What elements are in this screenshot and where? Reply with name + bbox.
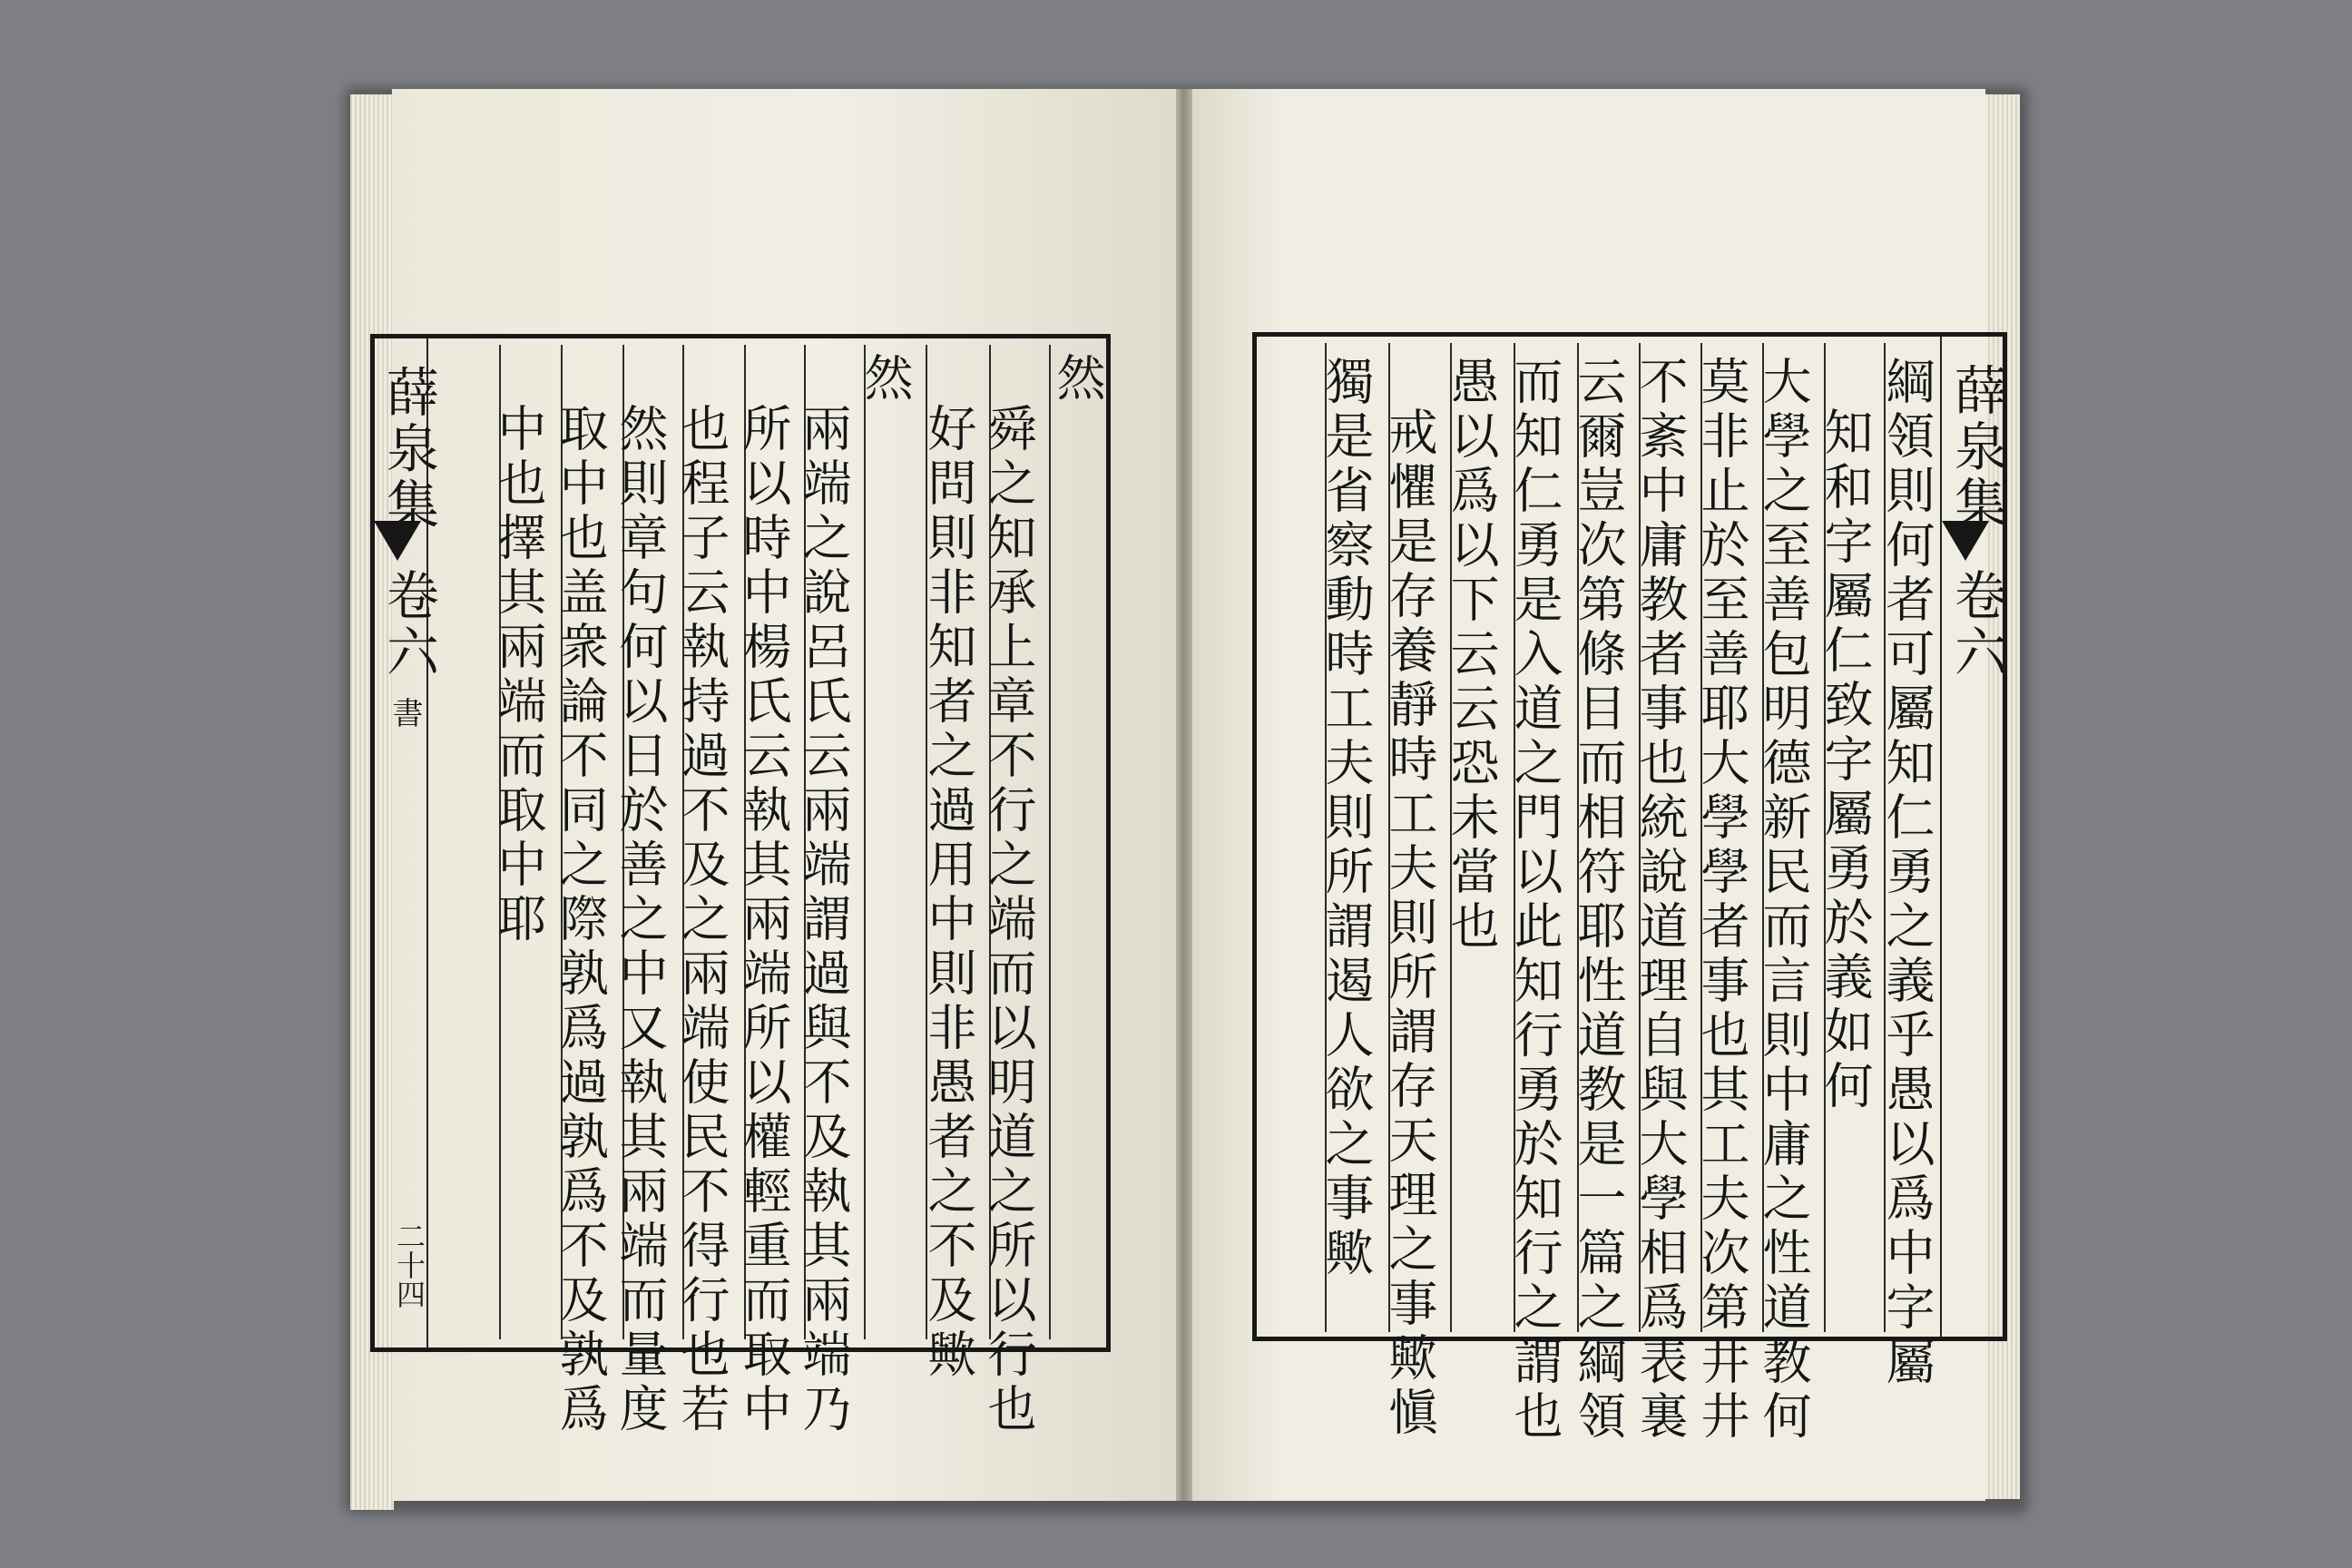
right-text-column-4: 莫非止於至善耶大學學者事也其工夫次第井井 — [1693, 356, 1750, 1445]
left-text-column-7: 也程子云執持過不及之兩端使民不得行也若 — [673, 403, 730, 1437]
right-text-column-6: 云爾豈次第條目而相符耶性道教是一篇之綱領 — [1570, 356, 1627, 1445]
left-text-column-1: 然 — [1049, 352, 1106, 407]
right-banxin-title: 薛泉集 — [1945, 363, 2007, 532]
left-text-column-9: 取中也盖衆論不同之際孰爲過孰爲不及孰爲 — [552, 403, 609, 1437]
left-fish-tail-mark — [374, 521, 421, 561]
right-fish-tail-mark — [1942, 521, 1989, 561]
right-banxin-volume: 卷六 — [1945, 568, 2007, 681]
right-text-column-1: 綱領則何者可屬知仁勇之義乎愚以爲中字屬 — [1878, 356, 1936, 1390]
left-column-divider — [1049, 345, 1051, 1339]
right-text-column-7: 而知仁勇是入道之門以此知行勇於知行之謂也 — [1506, 356, 1563, 1445]
left-banxin-title: 薛泉集 — [377, 365, 439, 534]
right-text-column-2: 知和字屬仁致字屬勇於義如何 — [1817, 407, 1874, 1114]
book-gutter — [1176, 89, 1192, 1501]
left-text-column-5: 兩端之說呂氏云兩端謂過與不及執其兩端乃 — [795, 403, 852, 1437]
left-text-column-4: 然 — [857, 352, 914, 407]
left-text-column-8: 然則章句何以日於善之中又執其兩端而量度 — [612, 403, 669, 1437]
left-text-column-3: 好問則非知者之過用中則非愚者之不及歟 — [920, 403, 977, 1383]
left-text-column-6: 所以時中楊氏云執其兩端所以權輕重而取中 — [735, 403, 792, 1437]
left-column-divider — [864, 345, 866, 1339]
right-text-column-9: 戒懼是存養靜時工夫則所謂存天理之事歟愼 — [1381, 407, 1438, 1441]
left-banxin-section: 書 — [387, 697, 423, 728]
right-text-column-8: 愚以爲以下云云恐未當也 — [1443, 356, 1500, 955]
right-text-column-5: 不紊中庸教者事也統說道理自與大學相爲表裏 — [1632, 356, 1689, 1445]
left-text-column-2: 舜之知承上章不行之端而以明道之所以行也 — [980, 403, 1037, 1437]
left-text-column-10: 中也擇其兩端而取中耶 — [490, 403, 547, 947]
right-text-column-10: 獨是省察動時工夫則所謂遏人欲之事歟 — [1318, 356, 1375, 1281]
right-text-column-3: 大學之至善包明德新民而言則中庸之性道教何 — [1755, 356, 1812, 1445]
left-banxin-page-number: 二十四 — [392, 1221, 426, 1308]
left-banxin-volume: 卷六 — [377, 568, 439, 681]
